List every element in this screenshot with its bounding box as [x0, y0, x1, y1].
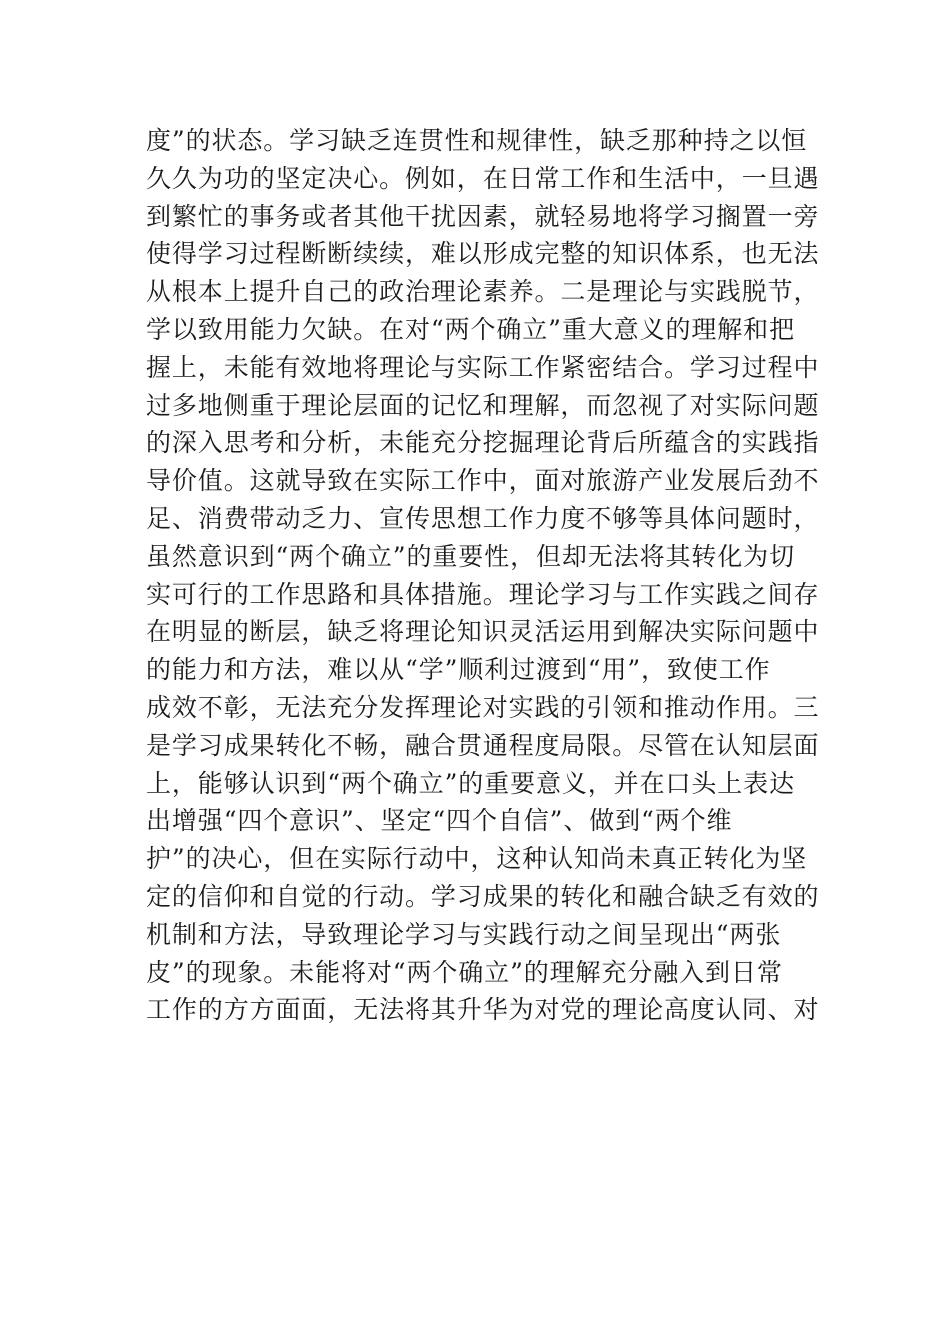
text-line: 工作的方方面面，无法将其升华为对党的理论高度认同、对 [146, 995, 820, 1025]
text-line: 皮”的现象。未能将对“两个确立”的理解充分融入到日常 [146, 957, 783, 987]
text-line: 的深入思考和分析，未能充分挖掘理论背后所蕴含的实践指 [146, 428, 820, 458]
text-line: 到繁忙的事务或者其他干扰因素，就轻易地将学习搁置一旁 [146, 201, 820, 231]
body-text [146, 122, 820, 1029]
text-line: 机制和方法，导致理论学习与实践行动之间呈现出“两张 [146, 919, 782, 949]
text-line: 出增强“四个意识”、坚定“四个自信”、做到“两个维 [146, 806, 733, 836]
text-line: 从根本上提升自己的政治理论素养。二是理论与实践脱节， [146, 277, 820, 307]
text-line: 实可行的工作思路和具体措施。理论学习与工作实践之间存 [146, 579, 820, 609]
text-line: 导价值。这就导致在实际工作中，面对旅游产业发展后劲不 [146, 466, 820, 496]
text-line: 护”的决心，但在实际行动中，这种认知尚未真正转化为坚 [146, 844, 808, 874]
text-line: 学以致用能力欠缺。在对“两个确立”重大意义的理解和把 [146, 314, 795, 344]
text-line: 的能力和方法，难以从“学”顺利过渡到“用”，致使工作 [146, 655, 771, 685]
text-line: 久久为功的坚定决心。例如，在日常工作和生活中，一旦遇 [146, 163, 820, 193]
text-line: 过多地侧重于理论层面的记忆和理解，而忽视了对实际问题 [146, 390, 820, 420]
text-line: 是学习成果转化不畅，融合贯通程度局限。尽管在认知层面 [146, 730, 820, 760]
text-line: 握上，未能有效地将理论与实际工作紧密结合。学习过程中 [146, 352, 820, 382]
text-line: 度”的状态。学习缺乏连贯性和规律性，缺乏那种持之以恒 [146, 126, 808, 155]
text-line: 足、消费带动乏力、宣传思想工作力度不够等具体问题时， [146, 503, 820, 533]
text-line: 使得学习过程断断续续，难以形成完整的知识体系，也无法 [146, 239, 820, 269]
text-line: 成效不彰，无法充分发挥理论对实践的引领和推动作用。三 [146, 692, 820, 722]
text-line: 在明显的断层，缺乏将理论知识灵活运用到解决实际问题中 [146, 617, 820, 647]
text-line: 上，能够认识到“两个确立”的重要意义，并在口头上表达 [146, 768, 795, 798]
text-line: 定的信仰和自觉的行动。学习成果的转化和融合缺乏有效的 [146, 881, 820, 911]
text-line: 虽然意识到“两个确立”的重要性，但却无法将其转化为切 [146, 541, 795, 571]
